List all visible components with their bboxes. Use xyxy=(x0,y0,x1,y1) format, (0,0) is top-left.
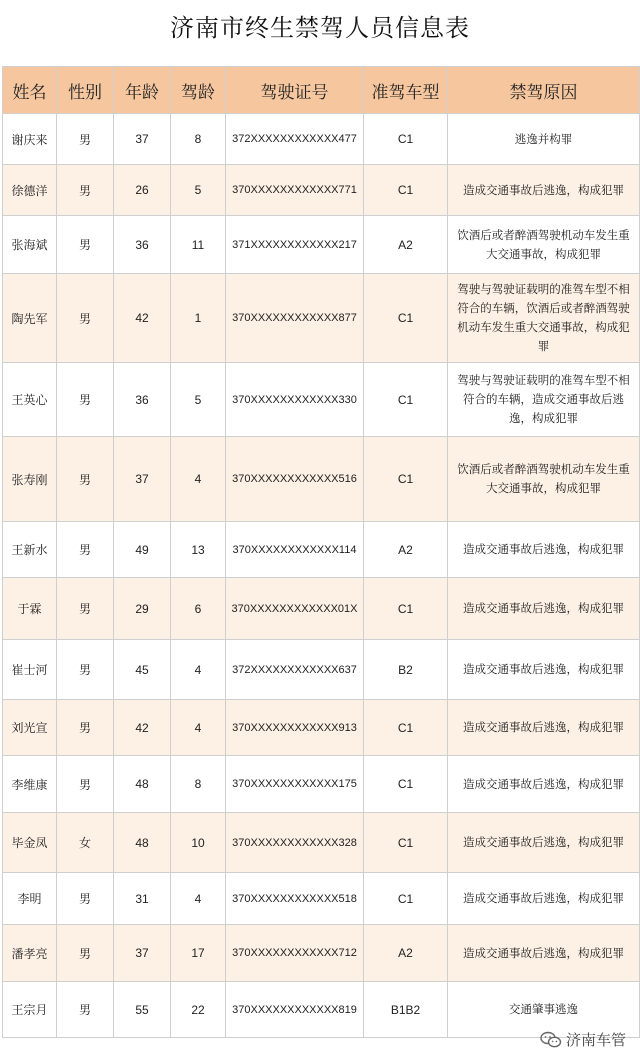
cell-license-number: 372XXXXXXXXXXXX477 xyxy=(226,114,364,165)
watermark xyxy=(540,1029,626,1050)
cell-license-number: 370XXXXXXXXXXXX877 xyxy=(226,274,364,363)
cell-ban-reason: 驾驶与驾驶证载明的准驾车型不相符合的车辆，饮酒后或者醉酒驾驶机动车发生重大交通事故，构成犯罪 xyxy=(448,274,640,363)
cell-license-number: 370XXXXXXXXXXXX819 xyxy=(226,982,364,1038)
cell-driving-years: 6 xyxy=(171,578,226,640)
cell-driving-years: 5 xyxy=(171,165,226,216)
cell-age: 37 xyxy=(114,925,171,982)
banned-drivers-table xyxy=(2,66,640,1038)
cell-gender: 男 xyxy=(57,522,114,578)
table-row xyxy=(3,114,640,165)
cell-age: 42 xyxy=(114,700,171,756)
cell-license-number: 370XXXXXXXXXXXX114 xyxy=(226,522,364,578)
cell-name: 王宗月 xyxy=(3,982,57,1038)
table-row xyxy=(3,363,640,437)
cell-driving-years: 4 xyxy=(171,437,226,522)
cell-age: 37 xyxy=(114,437,171,522)
cell-gender: 男 xyxy=(57,873,114,925)
cell-license-number: 370XXXXXXXXXXXX175 xyxy=(226,756,364,813)
cell-license-number: 372XXXXXXXXXXXX637 xyxy=(226,640,364,700)
cell-vehicle-class: C1 xyxy=(364,274,448,363)
cell-vehicle-class: C1 xyxy=(364,873,448,925)
cell-gender: 女 xyxy=(57,813,114,873)
cell-vehicle-class: C1 xyxy=(364,114,448,165)
cell-license-number: 371XXXXXXXXXXXX217 xyxy=(226,216,364,274)
cell-ban-reason: 造成交通事故后逃逸，构成犯罪 xyxy=(448,756,640,813)
cell-driving-years: 10 xyxy=(171,813,226,873)
cell-ban-reason: 造成交通事故后逃逸，构成犯罪 xyxy=(448,925,640,982)
table-row xyxy=(3,216,640,274)
cell-age: 49 xyxy=(114,522,171,578)
cell-ban-reason: 造成交通事故后逃逸，构成犯罪 xyxy=(448,873,640,925)
cell-vehicle-class: B1B2 xyxy=(364,982,448,1038)
cell-name: 李明 xyxy=(3,873,57,925)
table-row xyxy=(3,640,640,700)
cell-age: 29 xyxy=(114,578,171,640)
cell-name: 刘光宣 xyxy=(3,700,57,756)
table-row xyxy=(3,756,640,813)
cell-gender: 男 xyxy=(57,756,114,813)
cell-ban-reason: 饮酒后或者醉酒驾驶机动车发生重大交通事故，构成犯罪 xyxy=(448,216,640,274)
cell-vehicle-class: C1 xyxy=(364,165,448,216)
cell-ban-reason: 造成交通事故后逃逸，构成犯罪 xyxy=(448,578,640,640)
header-license-number: 驾驶证号 xyxy=(226,67,364,114)
cell-driving-years: 17 xyxy=(171,925,226,982)
table-row xyxy=(3,165,640,216)
header-vehicle-class: 准驾车型 xyxy=(364,67,448,114)
cell-vehicle-class: B2 xyxy=(364,640,448,700)
wechat-icon xyxy=(540,1031,562,1049)
cell-ban-reason: 造成交通事故后逃逸，构成犯罪 xyxy=(448,522,640,578)
cell-driving-years: 4 xyxy=(171,873,226,925)
cell-age: 48 xyxy=(114,813,171,873)
cell-license-number: 370XXXXXXXXXXXX518 xyxy=(226,873,364,925)
cell-vehicle-class: C1 xyxy=(364,756,448,813)
cell-ban-reason: 造成交通事故后逃逸，构成犯罪 xyxy=(448,640,640,700)
cell-license-number: 370XXXXXXXXXXXX712 xyxy=(226,925,364,982)
cell-gender: 男 xyxy=(57,982,114,1038)
cell-vehicle-class: A2 xyxy=(364,216,448,274)
cell-vehicle-class: C1 xyxy=(364,700,448,756)
cell-license-number: 370XXXXXXXXXXXX328 xyxy=(226,813,364,873)
table-row xyxy=(3,813,640,873)
cell-ban-reason: 驾驶与驾驶证载明的准驾车型不相符合的车辆，造成交通事故后逃逸，构成犯罪 xyxy=(448,363,640,437)
cell-vehicle-class: A2 xyxy=(364,522,448,578)
cell-name: 谢庆来 xyxy=(3,114,57,165)
cell-license-number: 370XXXXXXXXXXXX771 xyxy=(226,165,364,216)
watermark-text: 济南车管 xyxy=(565,1031,626,1049)
table-row xyxy=(3,700,640,756)
cell-age: 26 xyxy=(114,165,171,216)
cell-driving-years: 13 xyxy=(171,522,226,578)
cell-name: 陶先军 xyxy=(3,274,57,363)
cell-name: 张海斌 xyxy=(3,216,57,274)
cell-ban-reason: 交通肇事逃逸 xyxy=(448,982,640,1038)
cell-name: 徐德洋 xyxy=(3,165,57,216)
cell-gender: 男 xyxy=(57,925,114,982)
table-row xyxy=(3,437,640,522)
cell-vehicle-class: C1 xyxy=(364,813,448,873)
cell-ban-reason: 造成交通事故后逃逸，构成犯罪 xyxy=(448,813,640,873)
cell-license-number: 370XXXXXXXXXXXX913 xyxy=(226,700,364,756)
cell-gender: 男 xyxy=(57,114,114,165)
cell-name: 崔士河 xyxy=(3,640,57,700)
cell-vehicle-class: A2 xyxy=(364,925,448,982)
header-age: 年龄 xyxy=(114,67,171,114)
cell-ban-reason: 造成交通事故后逃逸，构成犯罪 xyxy=(448,700,640,756)
cell-name: 张寿刚 xyxy=(3,437,57,522)
cell-driving-years: 11 xyxy=(171,216,226,274)
cell-name: 李维康 xyxy=(3,756,57,813)
header-driving-years: 驾龄 xyxy=(171,67,226,114)
cell-vehicle-class: C1 xyxy=(364,578,448,640)
cell-name: 潘孝亮 xyxy=(3,925,57,982)
cell-gender: 男 xyxy=(57,165,114,216)
table-row xyxy=(3,578,640,640)
cell-name: 于霖 xyxy=(3,578,57,640)
cell-driving-years: 8 xyxy=(171,756,226,813)
cell-gender: 男 xyxy=(57,363,114,437)
cell-age: 37 xyxy=(114,114,171,165)
cell-license-number: 370XXXXXXXXXXXX330 xyxy=(226,363,364,437)
header-row xyxy=(3,67,640,114)
table-row xyxy=(3,873,640,925)
cell-age: 31 xyxy=(114,873,171,925)
header-gender: 性别 xyxy=(57,67,114,114)
cell-license-number: 370XXXXXXXXXXXX01X xyxy=(226,578,364,640)
cell-driving-years: 5 xyxy=(171,363,226,437)
cell-vehicle-class: C1 xyxy=(364,363,448,437)
cell-gender: 男 xyxy=(57,640,114,700)
cell-gender: 男 xyxy=(57,437,114,522)
cell-ban-reason: 造成交通事故后逃逸，构成犯罪 xyxy=(448,165,640,216)
table-row xyxy=(3,522,640,578)
cell-vehicle-class: C1 xyxy=(364,437,448,522)
table-row xyxy=(3,274,640,363)
table-row xyxy=(3,925,640,982)
cell-name: 王新水 xyxy=(3,522,57,578)
page-title: 济南市终生禁驾人员信息表 xyxy=(170,14,470,42)
cell-gender: 男 xyxy=(57,274,114,363)
cell-driving-years: 4 xyxy=(171,700,226,756)
cell-age: 42 xyxy=(114,274,171,363)
header-ban-reason: 禁驾原因 xyxy=(448,67,640,114)
cell-ban-reason: 逃逸并构罪 xyxy=(448,114,640,165)
cell-ban-reason: 饮酒后或者醉酒驾驶机动车发生重大交通事故，构成犯罪 xyxy=(448,437,640,522)
cell-name: 毕金凤 xyxy=(3,813,57,873)
cell-gender: 男 xyxy=(57,700,114,756)
cell-age: 36 xyxy=(114,363,171,437)
cell-driving-years: 1 xyxy=(171,274,226,363)
cell-driving-years: 8 xyxy=(171,114,226,165)
cell-gender: 男 xyxy=(57,578,114,640)
cell-age: 55 xyxy=(114,982,171,1038)
cell-driving-years: 4 xyxy=(171,640,226,700)
header-name: 姓名 xyxy=(3,67,57,114)
cell-license-number: 370XXXXXXXXXXXX516 xyxy=(226,437,364,522)
cell-name: 王英心 xyxy=(3,363,57,437)
cell-driving-years: 22 xyxy=(171,982,226,1038)
cell-age: 45 xyxy=(114,640,171,700)
cell-age: 48 xyxy=(114,756,171,813)
cell-age: 36 xyxy=(114,216,171,274)
cell-gender: 男 xyxy=(57,216,114,274)
